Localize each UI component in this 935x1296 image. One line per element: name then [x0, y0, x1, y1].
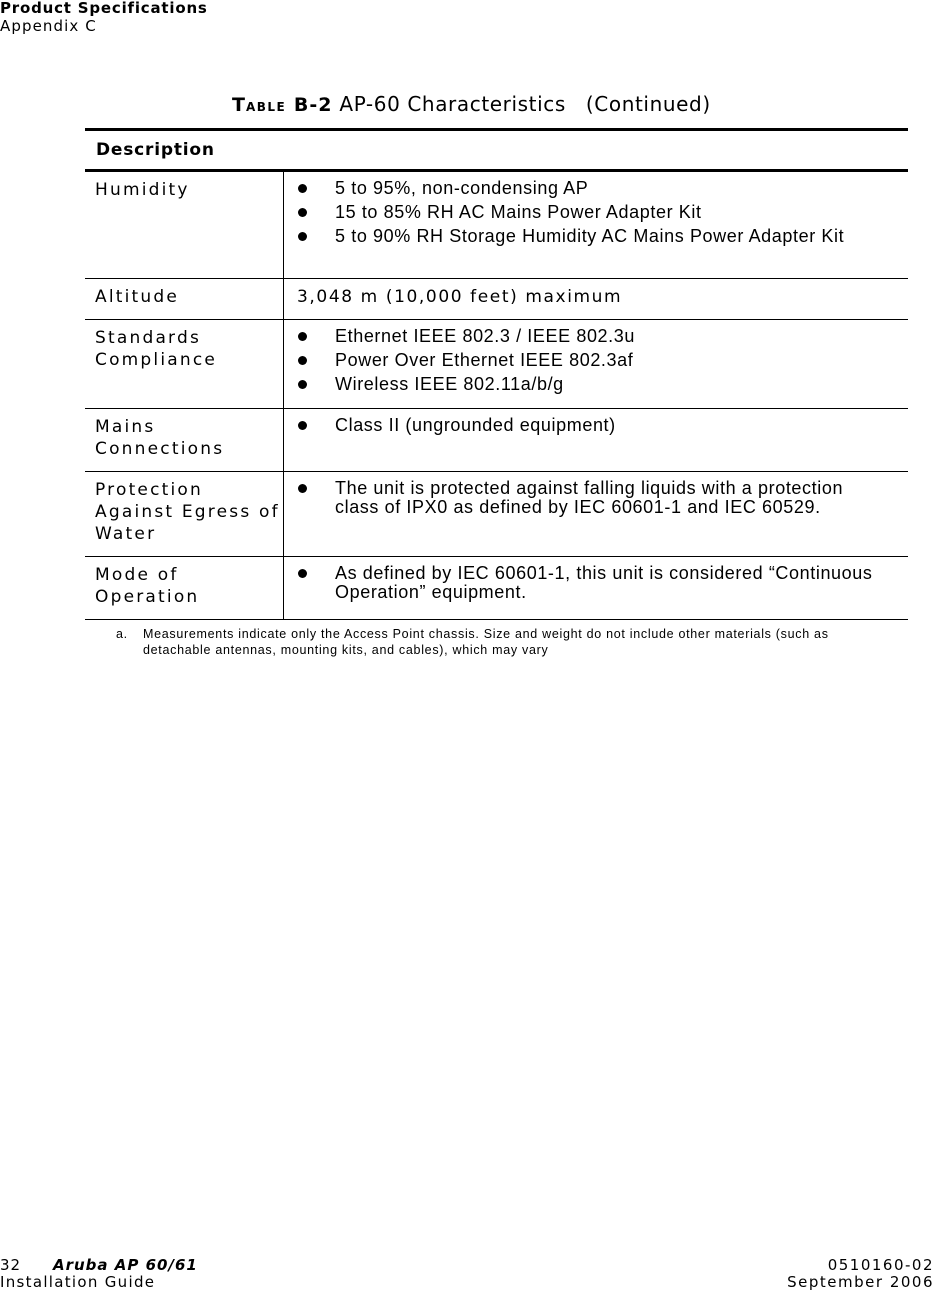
running-header	[0, 0, 208, 36]
table-row	[85, 409, 908, 472]
row-label: Standards Compliance	[85, 320, 284, 408]
row-value	[284, 557, 908, 619]
table-row	[85, 557, 908, 620]
table-row	[85, 279, 908, 320]
bullet-list	[298, 564, 890, 602]
list-item: Wireless IEEE 802.11a/b/g	[298, 375, 890, 394]
column-header: Description	[96, 140, 215, 160]
bullet-icon	[298, 421, 307, 430]
table-row	[85, 172, 908, 279]
bullet-icon	[298, 356, 307, 365]
list-item: Power Over Ethernet IEEE 802.3af	[298, 351, 890, 370]
list-item: Ethernet IEEE 802.3 / IEEE 802.3u	[298, 327, 890, 346]
appendix-label: Appendix C	[0, 17, 97, 35]
table-title: AP-60 Characteristics	[339, 92, 566, 116]
table-continued-label: (Continued)	[585, 92, 711, 116]
list-item: 5 to 90% RH Storage Humidity AC Mains Power Adapter Kit	[298, 227, 890, 246]
footnote-marker: a.	[116, 627, 128, 641]
bullet-icon	[298, 208, 307, 217]
list-item: 15 to 85% RH AC Mains Power Adapter Kit	[298, 203, 890, 222]
bullet-list	[298, 179, 890, 246]
document-subtitle: Installation Guide	[0, 1273, 156, 1291]
bullet-list	[298, 416, 890, 435]
publication-date: September 2006	[787, 1273, 934, 1291]
row-label: Mode of Operation	[85, 557, 284, 619]
page-footer	[0, 1256, 935, 1296]
row-value	[284, 472, 908, 556]
section-title: Product Specifications	[0, 0, 208, 17]
row-label: Humidity	[85, 172, 284, 278]
page-number: 32	[0, 1256, 22, 1274]
row-label: Altitude	[85, 279, 284, 319]
bullet-icon	[298, 380, 307, 389]
row-value: 3,048 m (10,000 feet) maximum	[297, 287, 623, 307]
table-row	[85, 320, 908, 409]
bullet-icon	[298, 232, 307, 241]
row-value	[284, 320, 908, 408]
document-title: Aruba AP 60/61	[53, 1256, 198, 1274]
row-label: Protection Against Egress of Water	[85, 472, 284, 556]
bullet-icon	[298, 569, 307, 578]
table-row	[85, 472, 908, 557]
list-item: The unit is protected against falling liquids with a protection class of IPX0 as defined by IEC 60601-1 and IEC 60529.	[298, 479, 890, 517]
table-caption	[232, 92, 711, 116]
list-item: 5 to 95%, non-condensing AP	[298, 179, 890, 198]
row-label: Mains Connections	[85, 409, 284, 471]
list-item: Class II (ungrounded equipment)	[298, 416, 890, 435]
row-value	[284, 409, 908, 471]
bullet-icon	[298, 332, 307, 341]
bullet-list	[298, 327, 890, 394]
bullet-list	[298, 479, 890, 517]
spec-table	[85, 128, 908, 620]
table-number: TABLE B-2	[232, 94, 333, 116]
bullet-icon	[298, 484, 307, 493]
row-value	[284, 172, 908, 278]
bullet-icon	[298, 184, 307, 193]
footnote-text: Measurements indicate only the Access Point chassis. Size and weight do not include other materials (such as detachable antennas, mounting kits, and cables), which may vary	[143, 627, 829, 657]
list-item: As defined by IEC 60601-1, this unit is considered “Continuous Operation” equipment.	[298, 564, 890, 602]
document-number: 0510160-02	[827, 1256, 934, 1274]
table-footnote	[116, 626, 886, 658]
